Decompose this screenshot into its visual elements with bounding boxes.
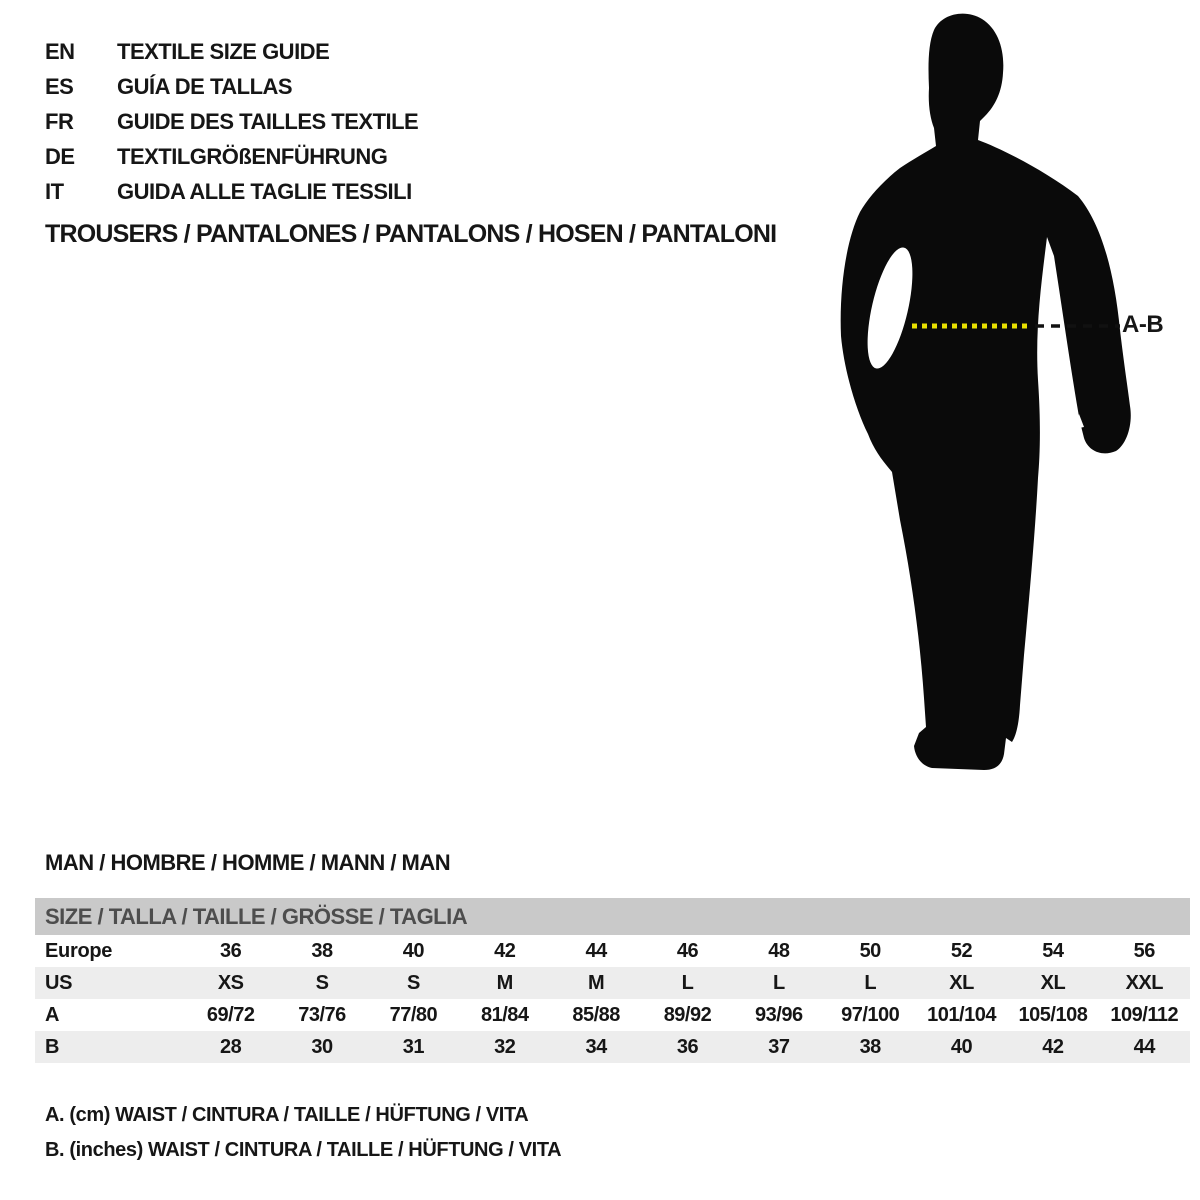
size-cell: 38 xyxy=(859,1036,881,1058)
size-cell: 69/72 xyxy=(206,1004,255,1026)
size-table-header: SIZE / TALLA / TAILLE / GRÖSSE / TAGLIA xyxy=(35,898,1190,935)
size-cell: 109/112 xyxy=(1110,1004,1179,1026)
language-code: EN xyxy=(45,38,75,64)
size-cell: XL xyxy=(1040,972,1066,994)
size-cell: 42 xyxy=(494,940,516,962)
size-cell: 36 xyxy=(676,1036,699,1058)
measure-label: A-B xyxy=(1122,311,1164,338)
size-cell: L xyxy=(772,972,785,994)
size-cell: 48 xyxy=(768,940,790,962)
size-cell: M xyxy=(496,972,513,994)
table-row-a-cm xyxy=(35,999,1190,1031)
man-silhouette xyxy=(841,14,1131,770)
row-label: B xyxy=(45,1036,60,1058)
language-code: IT xyxy=(45,178,64,204)
size-cell: M xyxy=(588,972,605,994)
size-cell: L xyxy=(864,972,877,994)
size-cell: 77/80 xyxy=(389,1004,438,1026)
size-cell: 38 xyxy=(311,940,333,962)
size-cell: 50 xyxy=(859,940,881,962)
man-silhouette-figure xyxy=(830,0,1150,790)
language-list xyxy=(45,34,418,209)
footnote-b: B. (inches) WAIST / CINTURA / TAILLE / HÜFTUNG / VITA xyxy=(45,1139,562,1161)
product-heading: TROUSERS / PANTALONES / PANTALONS / HOSEN / PANTALONI xyxy=(45,220,777,248)
section-heading: MAN / HOMBRE / HOMME / MANN / MAN xyxy=(45,850,451,875)
size-cell: 97/100 xyxy=(841,1004,900,1026)
table-row-b-inches xyxy=(35,1031,1190,1063)
size-cell: L xyxy=(681,972,694,994)
language-code: DE xyxy=(45,143,75,169)
size-cell: 46 xyxy=(676,940,699,962)
size-cell: XL xyxy=(949,972,974,994)
size-cell: 28 xyxy=(220,1036,242,1058)
row-label: US xyxy=(45,972,73,994)
size-cell: 30 xyxy=(311,1036,333,1058)
size-cell: 101/104 xyxy=(927,1004,996,1026)
language-title: GUÍA DE TALLAS xyxy=(117,73,293,99)
size-cell: 42 xyxy=(1042,1036,1064,1058)
size-cell: 56 xyxy=(1133,940,1155,962)
language-code: FR xyxy=(45,108,74,134)
size-cell: 85/88 xyxy=(572,1004,620,1026)
size-cell: 93/96 xyxy=(755,1004,803,1026)
size-cell: 40 xyxy=(402,940,425,962)
size-cell: 81/84 xyxy=(480,1004,529,1026)
language-row xyxy=(45,69,418,104)
size-cell: 31 xyxy=(402,1036,425,1058)
language-title: GUIDE DES TAILLES TEXTILE xyxy=(117,108,419,134)
size-cell: 37 xyxy=(768,1036,790,1058)
size-cell: 44 xyxy=(1133,1036,1155,1058)
size-cell: 36 xyxy=(220,940,242,962)
language-title: GUIDA ALLE TAGLIE TESSILI xyxy=(117,178,412,204)
size-cell: 40 xyxy=(950,1036,973,1058)
language-title: TEXTILE SIZE GUIDE xyxy=(117,38,330,64)
language-row xyxy=(45,34,418,69)
table-row-europe xyxy=(35,935,1190,967)
row-label: Europe xyxy=(45,940,113,962)
language-title: TEXTILGRÖßENFÜHRUNG xyxy=(117,143,388,169)
language-row xyxy=(45,174,418,209)
table-row-us xyxy=(35,967,1190,999)
language-code: ES xyxy=(45,73,74,99)
size-cell: 73/76 xyxy=(298,1004,346,1026)
size-cell: S xyxy=(406,972,420,994)
footnote-a: A. (cm) WAIST / CINTURA / TAILLE / HÜFTUNG / VITA xyxy=(45,1104,529,1126)
size-table xyxy=(35,898,1190,1063)
footnotes xyxy=(45,1098,561,1168)
size-cell: 44 xyxy=(585,940,607,962)
size-cell: 52 xyxy=(950,940,973,962)
size-cell: S xyxy=(315,972,329,994)
language-row xyxy=(45,104,418,139)
size-cell: XS xyxy=(217,972,244,994)
row-label: A xyxy=(45,1004,60,1026)
size-cell: 34 xyxy=(585,1036,607,1058)
size-cell: 89/92 xyxy=(663,1004,712,1026)
size-cell: 54 xyxy=(1042,940,1064,962)
size-cell: 105/108 xyxy=(1018,1004,1088,1026)
language-row xyxy=(45,139,418,174)
size-cell: XXL xyxy=(1125,972,1163,994)
size-cell: 32 xyxy=(494,1036,516,1058)
